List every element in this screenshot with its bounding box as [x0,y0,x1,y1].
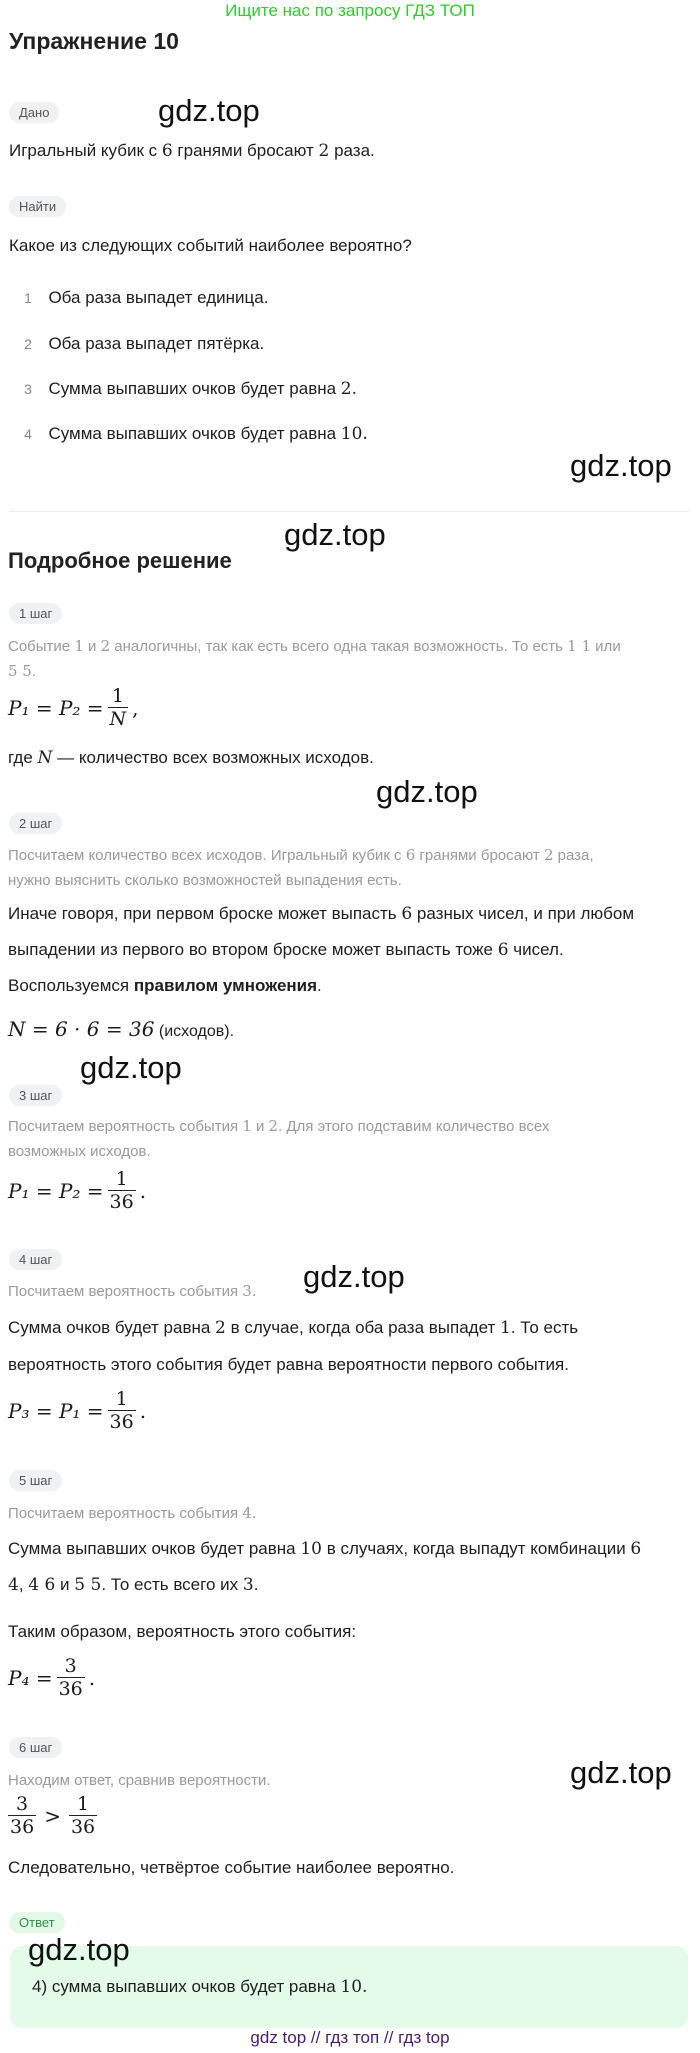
find-text: Какое из следующих событий наиболее вероятно? [9,236,412,255]
answer-text: 4) сумма выпавших очков будет равна 10. [32,1977,368,1997]
header-search-hint[interactable]: Ищите нас по запросу ГДЗ ТОП [225,1,475,20]
step-5-formula: P₄ = $\frac{3}{36}$ . [8,1655,96,1700]
step-3-badge: 3 шаг [9,1085,62,1106]
option-item: 1 Оба раза выпадет единица. [18,288,268,308]
step-1-badge: 1 шаг [9,603,62,624]
step-1-formula: P₁ = P₂ = $\frac{1}{N}$ , [8,685,139,730]
step-5-paragraph: Сумма выпавших очков будет равна 10 в случаях, когда выпадут комбинации 6 [8,1539,642,1559]
step-6-formula: $\frac{3}{36}$ > $\frac{1}{36}$ [10,1793,96,1838]
step-2-description: Посчитаем количество всех исходов. Игральный кубик с 6 гранями бросают 2 раза, нужно выяснить сколько возможностей выпадения есть. [8,846,594,889]
step-5-description: Посчитаем вероятность события 4. [8,1504,257,1522]
step-3-description: Посчитаем вероятность события 1 и 2. Для этого подставим количество всех возможных исходов. [8,1117,550,1160]
option-item: 4 Сумма выпавших очков будет равна 10. [18,424,368,444]
step-3-formula: P₁ = P₂ = $\frac{1}{36}$ . [8,1168,147,1213]
option-item: 3 Сумма выпавших очков будет равна 2. [18,379,357,399]
step-1-note: где N — количество всех возможных исходов. [8,748,374,768]
step-6-badge: 6 шаг [9,1737,62,1758]
option-number: 2 [24,336,32,352]
step-4-description: Посчитаем вероятность события 3. [8,1282,257,1300]
option-number: 3 [24,381,32,397]
watermark: gdz.top [376,774,478,809]
watermark: gdz.top [80,1050,182,1085]
step-5-badge: 5 шаг [9,1470,62,1491]
step-2-formula: N = 6 · 6 = 36 (исходов). [8,1017,235,1041]
watermark: gdz.top [284,517,386,552]
step-5-paragraph: 4, 4 6 и 5 5. То есть всего их 3. [8,1575,259,1595]
watermark: gdz.top [158,93,260,128]
step-6-description: Находим ответ, сравнив вероятности. [8,1772,271,1789]
step-4-paragraph: Сумма очков будет равна 2 в случае, когда оба раза выпадет 1. То есть [8,1318,579,1338]
option-number: 4 [24,426,32,442]
step-4-formula: P₃ = P₁ = $\frac{1}{36}$ . [8,1388,147,1433]
solution-title: Подробное решение [8,548,232,573]
step-2-paragraph: Иначе говоря, при первом броске может выпасть 6 разных чисел, и при любом [8,904,635,924]
given-badge: Дано [9,102,59,123]
divider [9,511,689,512]
step-6-conclusion: Следовательно, четвёртое событие наиболее вероятно. [8,1858,455,1877]
step-2-rule: Воспользуемся правилом умножения. [8,976,322,995]
watermark: gdz.top [28,1932,130,1967]
watermark: gdz.top [303,1259,405,1294]
footer-links[interactable]: gdz top // гдз топ // гдз top [250,2028,450,2047]
given-text: Игральный кубик с 6 гранями бросают 2 раза. [9,141,375,161]
step-2-badge: 2 шаг [9,813,62,834]
option-number: 1 [24,290,32,306]
step-5-paragraph: Таким образом, вероятность этого события: [8,1622,357,1641]
find-badge: Найти [9,196,66,217]
answer-badge: Ответ [9,1912,65,1933]
step-2-paragraph: выпадении из первого во втором броске может выпасть тоже 6 чисел. [8,940,564,960]
step-4-badge: 4 шаг [9,1249,62,1270]
step-4-paragraph: вероятность этого события будет равна вероятности первого события. [8,1355,569,1374]
option-item: 2 Оба раза выпадет пятёрка. [18,334,264,354]
watermark: gdz.top [570,448,672,483]
watermark: gdz.top [570,1755,672,1790]
step-1-description: Событие 1 и 2 аналогичны, так как есть всего одна такая возможность. То есть 1 1 или 5 5. [8,637,621,680]
page-title: Упражнение 10 [9,28,179,54]
